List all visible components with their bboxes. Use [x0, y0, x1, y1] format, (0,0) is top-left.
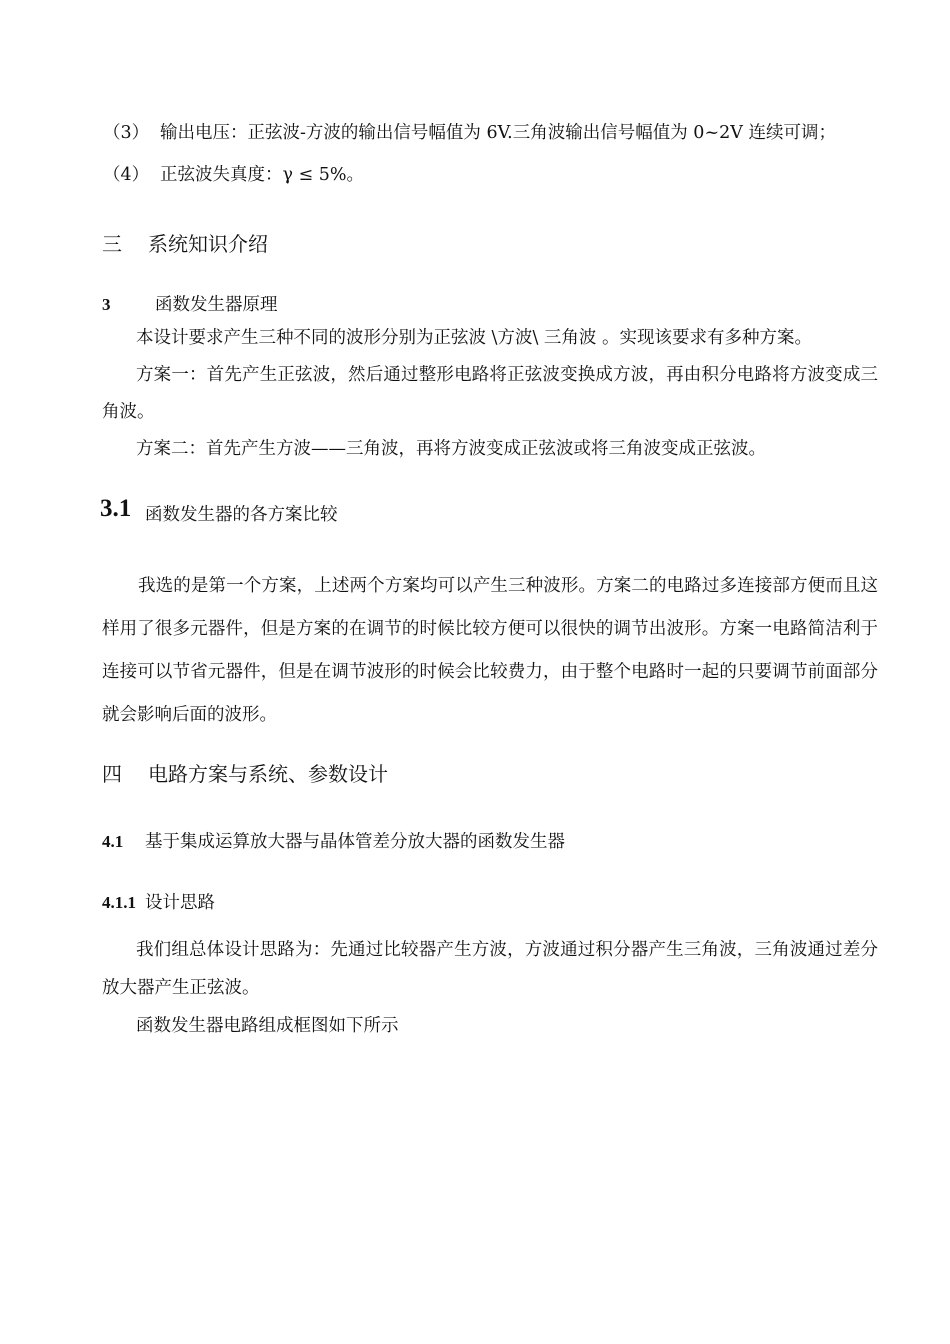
- section-3-number: 三: [102, 232, 122, 256]
- subsection-4-1-1-number: 4.1.1: [102, 893, 136, 912]
- requirement-3-number: （3）: [103, 123, 150, 143]
- section-4-number: 四: [102, 762, 122, 786]
- section-4-title: 电路方案与系统、参数设计: [148, 762, 388, 786]
- section-4-paragraph-2: 函数发生器电路组成框图如下所示: [136, 1016, 399, 1036]
- section-3-1-paragraph-1: 我选的是第一个方案，上述两个方案均可以产生三种波形。方案二的电路过多连接部方便而且这样用了很多元器件，但是方案的在调节的时候比较方便可以很快的调节出波形。方案一电路简洁利于连接可以节省元器件，但是在调节波形的时候会比较费力，由于整个电路时一起的只要调节前面部分就会影响后面的波形。: [102, 576, 878, 725]
- section-3-paragraph-1: 本设计要求产生三种不同的波形分别为正弦波 \方波\ 三角波 。实现该要求有多种方案。: [136, 328, 812, 348]
- section-3-paragraph-2: 方案一：首先产生正弦波，然后通过整形电路将正弦波变换成方波，再由积分电路将方波变成三角波。: [102, 365, 878, 422]
- section-4-paragraph-1: 我们组总体设计思路为：先通过比较器产生方波，方波通过积分器产生三角波，三角波通过差分放大器产生正弦波。: [102, 940, 878, 998]
- requirement-4-number: （4）: [103, 165, 150, 185]
- subsection-4-1-1-title: 设计思路: [145, 893, 215, 913]
- section-3-paragraph-3: 方案二：首先产生方波——三角波，再将方波变成正弦波或将三角波变成正弦波。: [136, 439, 766, 459]
- subsection-3-1-number: 3.1: [100, 495, 132, 522]
- subsection-3-1-title: 函数发生器的各方案比较: [145, 505, 338, 525]
- section-4-body: [102, 931, 878, 1045]
- requirement-4-text: 正弦波失真度：γ ≤ 5%。: [160, 165, 365, 185]
- subsection-3-number: 3: [102, 295, 111, 314]
- section-3-title: 系统知识介绍: [148, 232, 268, 256]
- section-3-body: [102, 320, 878, 468]
- subsection-4-1-number: 4.1: [102, 832, 124, 851]
- subsection-4-1-title: 基于集成运算放大器与晶体管差分放大器的函数发生器: [145, 832, 565, 852]
- requirement-3-text: 输出电压：正弦波-方波的输出信号幅值为 6V.三角波输出信号幅值为 0~2V 连续可调；: [160, 123, 836, 143]
- section-3-1-body: [102, 565, 878, 737]
- subsection-3-title: 函数发生器原理: [155, 295, 278, 315]
